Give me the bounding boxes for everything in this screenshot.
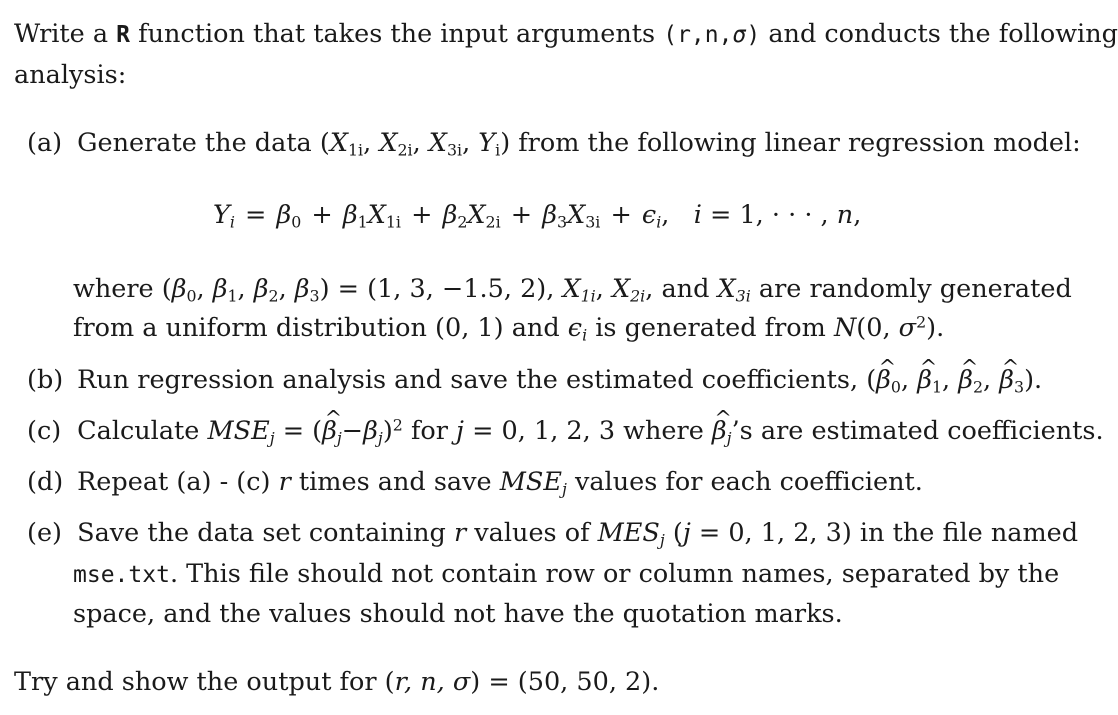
r-language-word: R	[116, 22, 131, 48]
item-e-label: (e)	[27, 518, 62, 548]
intro-post: and conducts the following	[768, 19, 1118, 49]
item-c-text: Calculate	[77, 416, 200, 446]
item-c-label: (c)	[27, 416, 62, 446]
intro-line-2: analysis:	[14, 60, 127, 90]
item-a-label: (a)	[27, 128, 63, 158]
file-name: mse.txt	[73, 562, 170, 588]
item-a-tail: ) from the following linear regression model:	[500, 128, 1081, 158]
intro-args: (r,n,σ)	[663, 22, 761, 48]
item-e-line-2: mse.txt. This file should not contain row or column names, separated by the	[73, 559, 1060, 589]
item-e-line-1: (e) Save the data set containing r values of $MES_j$ (j = 0, 1, 2, 3) in the file named	[27, 518, 1079, 550]
intro-line-1	[14, 19, 1118, 49]
item-a-text: Generate the data	[77, 128, 312, 158]
item-b-label: (b)	[27, 365, 64, 395]
final-instruction: Try and show the output for (r, n, σ) = (50, 50, 2).	[14, 667, 660, 697]
item-c-line: (c) Calculate $MSE_j$ = (^ $\beta_j-\beta_j)^2$ for j = 0, 1, 2, 3 where ^ $\beta_j’s$ are estimated coefficients.	[27, 419, 1104, 445]
item-a-line-1	[27, 128, 1081, 160]
item-a-tuple: ($X_{1i}$, $X_{2i}$, $X_{3i}$, $Y_i$	[319, 128, 501, 160]
item-a-where-line: where ($\beta_0$, $\beta_1$, $\beta_2$, $\beta_3) = (1$, 3, −1.5, 2), $X_{1i}$, $X_{2i}$, and $X_{3i}$ are randomly generated	[73, 274, 1072, 306]
item-b-line: (b) Run regression analysis and save the estimated coefficients, (^ $\beta_0$, ^ $\beta_1$, ^ $\beta_2$, ^ $\beta_3$).	[27, 368, 1042, 394]
intro-mid: function that takes the input arguments	[138, 19, 656, 49]
item-e-line-3: space, and the values should not have the quotation marks.	[73, 599, 843, 629]
item-d-label: (d)	[27, 467, 64, 497]
item-b-text: Run regression analysis and save the estimated coefficients,	[77, 365, 859, 395]
regression-model-equation: $Y_i = \beta_0 + \beta_1X_{1i} + \beta_2X_{2i} + \beta_3X_{3i} + \epsilon_i$, i = 1, · · · , n,	[213, 200, 862, 232]
intro-pre: Write a	[14, 19, 109, 49]
item-d-line: (d) Repeat (a) - (c) r times and save $MSE_j$ values for each coefficient.	[27, 467, 923, 499]
item-a-distribution-line: from a uniform distribution (0, 1) and $\epsilon_i$ is generated from N(0, $\sigma^2$).	[73, 312, 945, 345]
